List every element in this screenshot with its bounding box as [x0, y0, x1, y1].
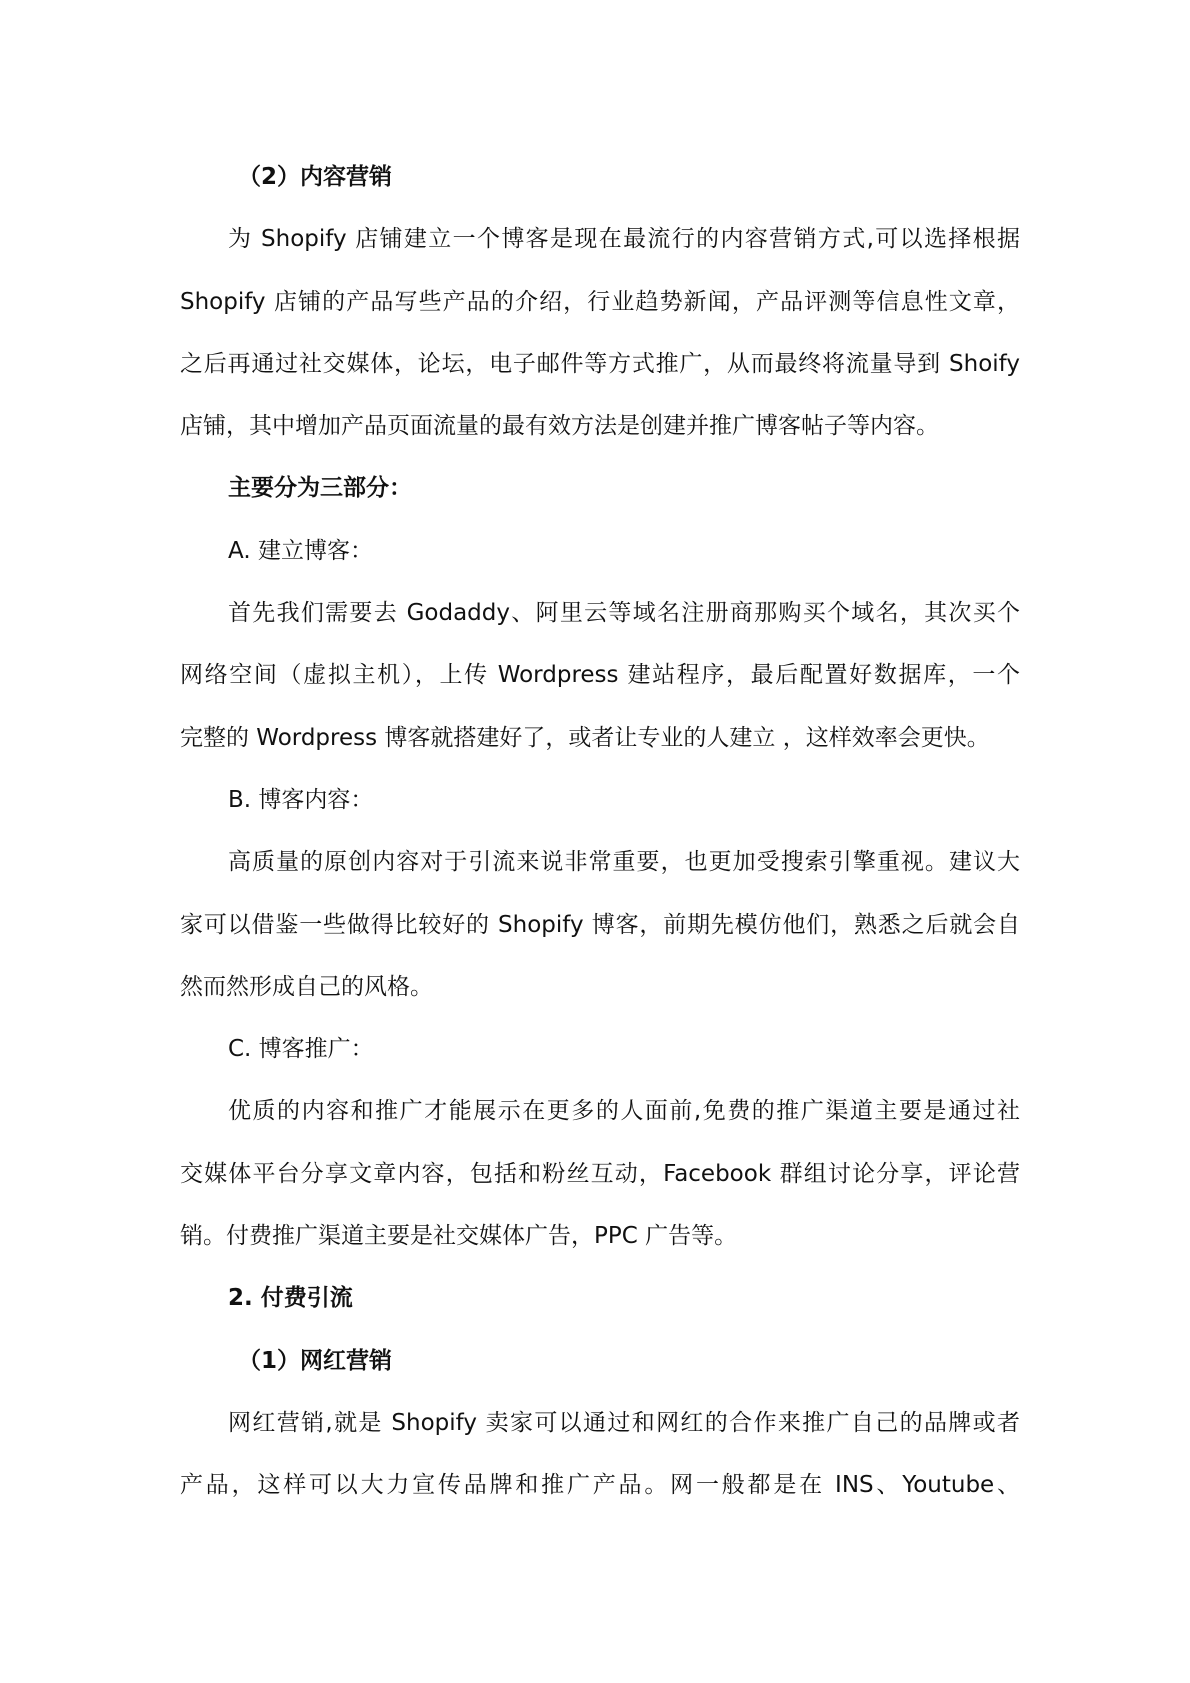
paragraph-line: 家可以借鉴一些做得比较好的 Shopify 博客，前期先模仿他们，熟悉之后就会自 — [180, 911, 1020, 938]
paragraph-line: Shopify 店铺的产品写些产品的介绍，行业趋势新闻，产品评测等信息性文章， — [180, 288, 1020, 315]
section-heading: （1）网红营销 — [238, 1347, 393, 1374]
document-page — [180, 146, 1020, 1517]
paragraph-line: 网络空间（虚拟主机），上传 Wordpress 建站程序，最后配置好数据库，一个 — [180, 662, 1020, 689]
section-heading: （2）内容营销 — [238, 164, 393, 190]
paragraph-line: 首先我们需要去 Godaddy、阿里云等域名注册商那购买个域名，其次买个 — [228, 600, 1020, 627]
paragraph-line: 完整的 Wordpress 博客就搭建好了，或者让专业的人建立 ，这样效率会更快。 — [180, 724, 990, 751]
subsection-label: C. 博客推广： — [228, 1036, 374, 1063]
paragraph-line: 产品，这样可以大力宣传品牌和推广产品。网一般都是在 INS、Youtube、 — [180, 1472, 1020, 1499]
subsection-label: A. 建立博客： — [228, 537, 373, 564]
paragraph-line: 销。付费推广渠道主要是社交媒体广告，PPC 广告等。 — [180, 1223, 738, 1250]
subsection-label: B. 博客内容： — [228, 786, 374, 813]
paragraph-line: 交媒体平台分享文章内容，包括和粉丝互动，Facebook 群组讨论分享，评论营 — [180, 1160, 1020, 1187]
paragraph-line: 高质量的原创内容对于引流来说非常重要，也更加受搜索引擎重视。建议大 — [228, 849, 1020, 876]
section-heading: 2. 付费引流 — [228, 1285, 353, 1312]
paragraph-line: 网红营销,就是 Shopify 卖家可以通过和网红的合作来推广自己的品牌或者 — [228, 1409, 1020, 1436]
paragraph-line: 优质的内容和推广才能展示在更多的人面前,免费的推广渠道主要是通过社 — [228, 1098, 1020, 1125]
section-heading: 主要分为三部分： — [228, 475, 412, 502]
paragraph-line: 店铺，其中增加产品页面流量的最有效方法是创建并推广博客帖子等内容。 — [180, 413, 939, 440]
paragraph-line: 然而然形成自己的风格。 — [180, 973, 433, 1000]
paragraph-line: 之后再通过社交媒体，论坛，电子邮件等方式推广，从而最终将流量导到 Shoify — [180, 350, 1020, 377]
paragraph-line: 为 Shopify 店铺建立一个博客是现在最流行的内容营销方式,可以选择根据 — [228, 226, 1020, 253]
